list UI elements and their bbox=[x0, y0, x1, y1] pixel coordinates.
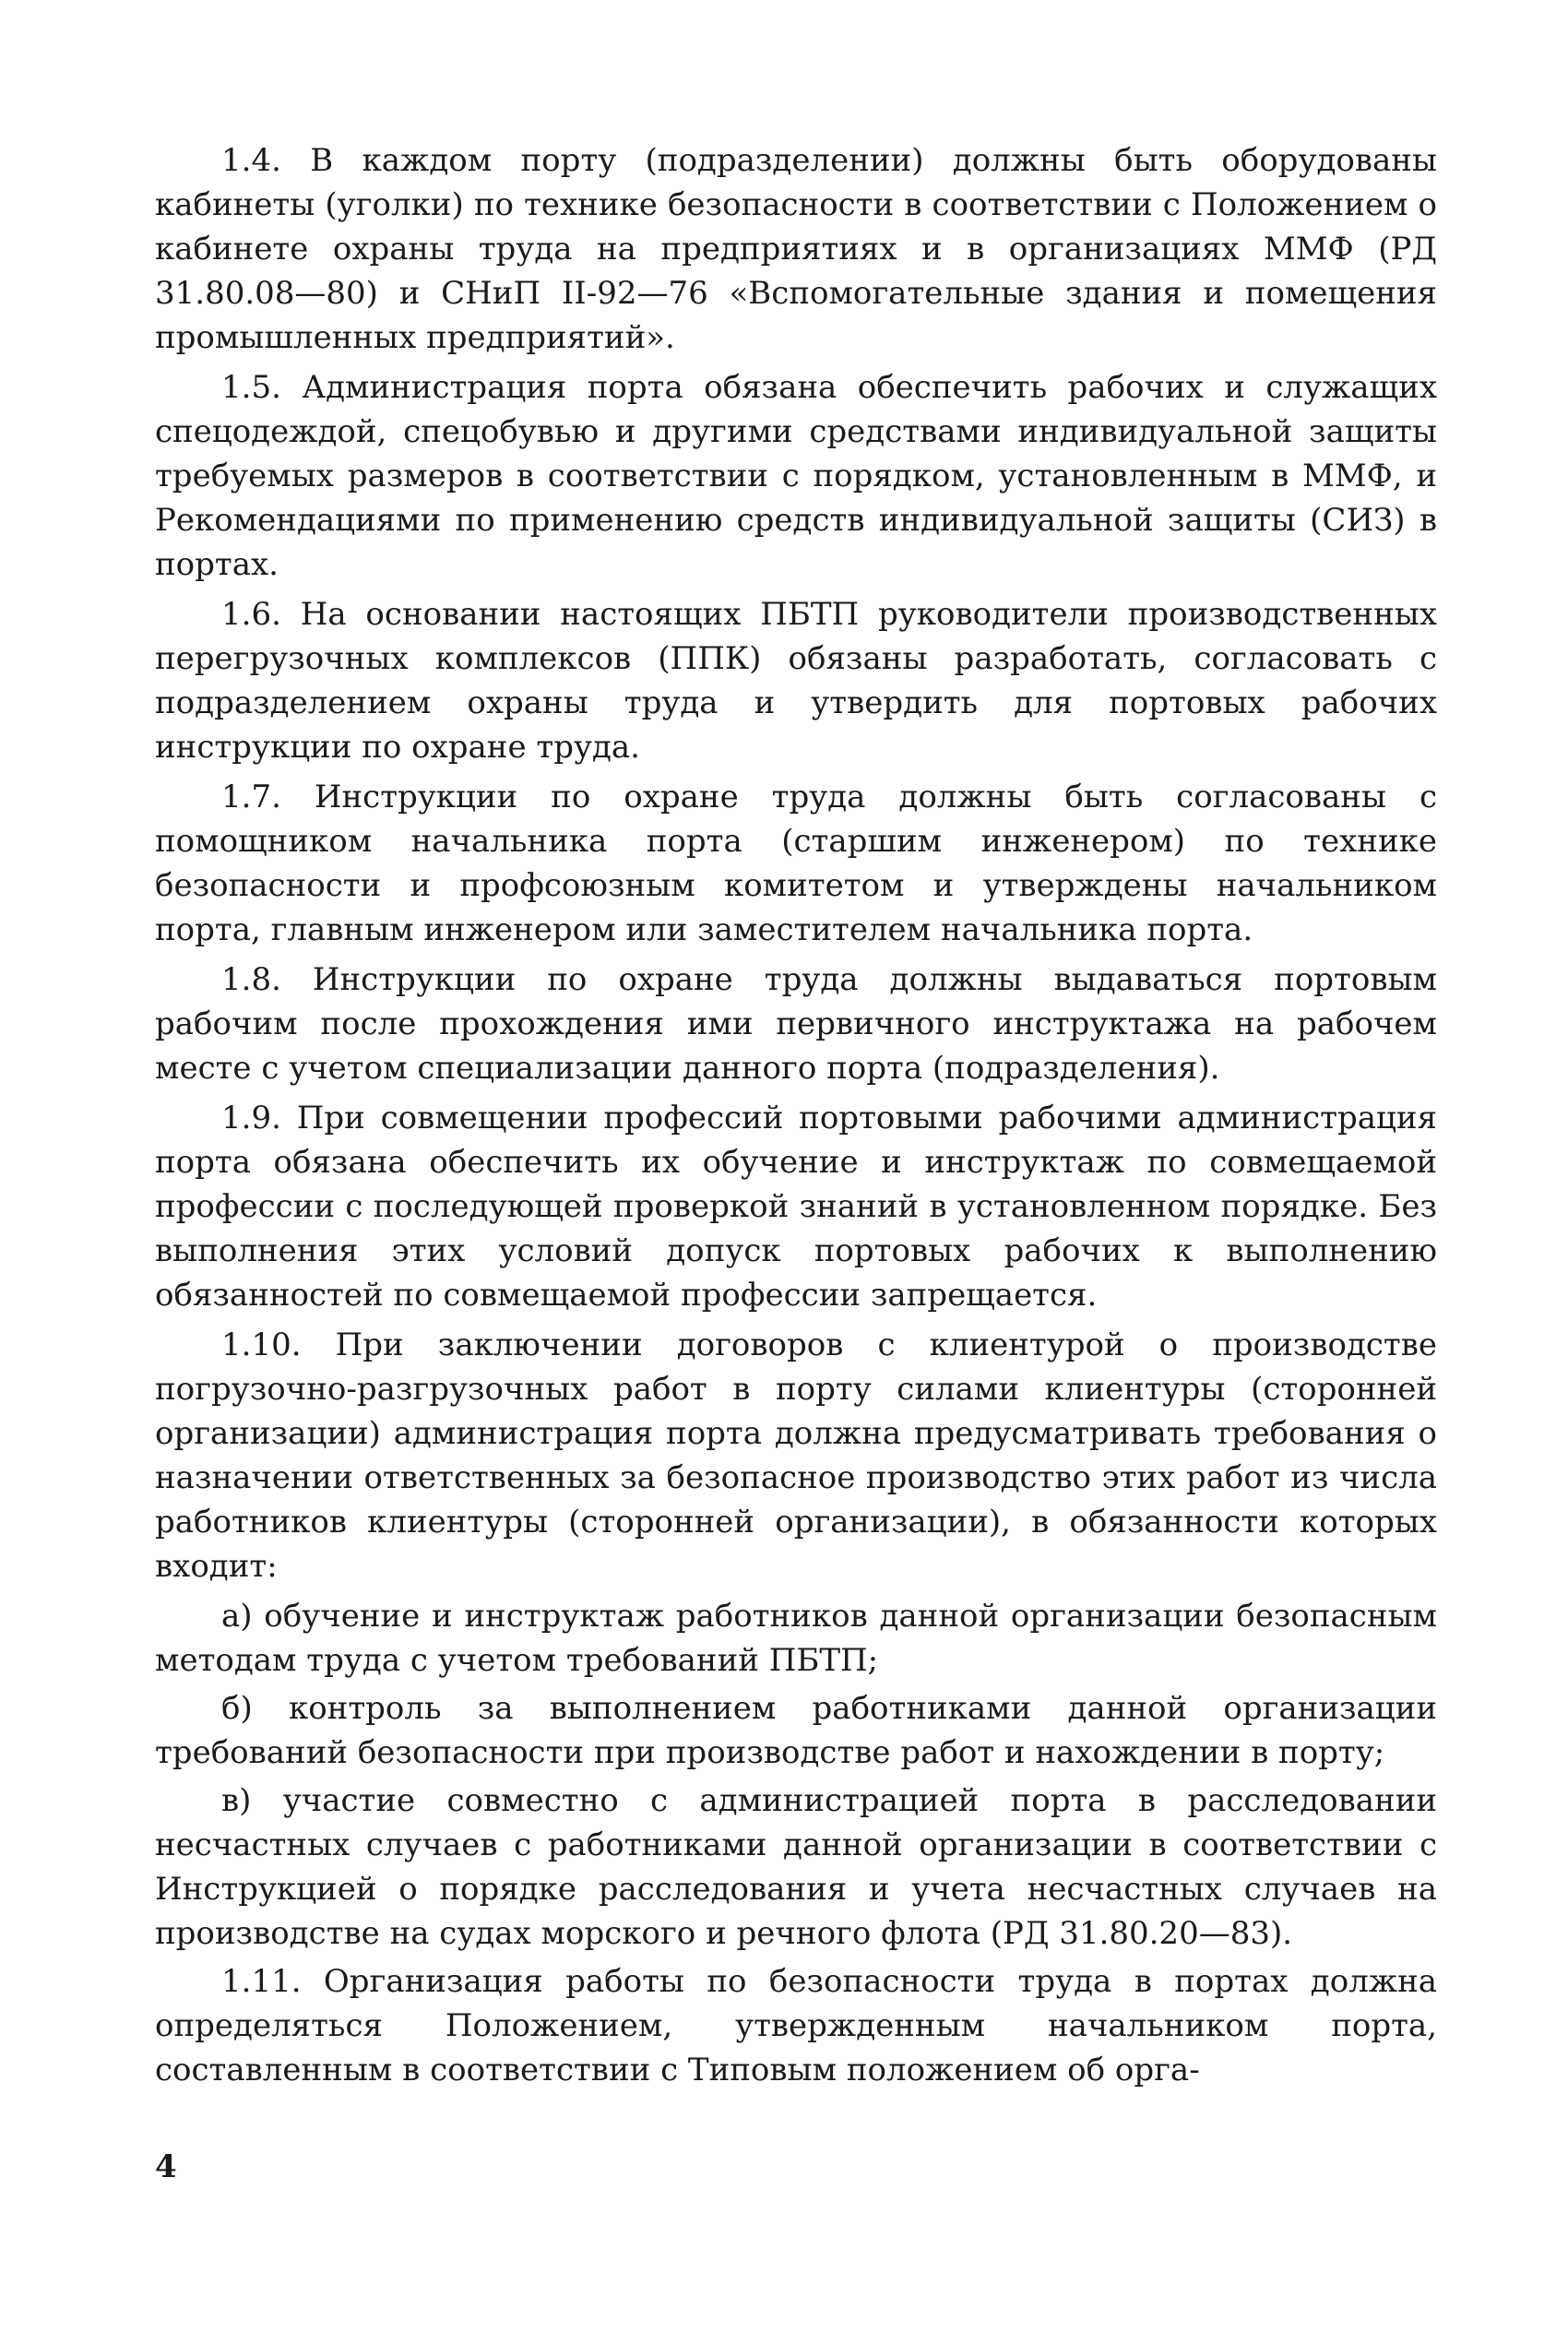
paragraph-text: Инструкции по охране труда должны выдаваться портовым рабочим после прохождения ими первичного инструктажа на рабочем месте с учетом специализации данного порта (подразделения). bbox=[155, 961, 1437, 1087]
paragraph-text: В каждом порту (подразделении) должны быть оборудованы кабинеты (уголки) по технике безопасности в соответствии с Положением о кабинете охраны труда на предприятиях и в организациях ММФ (РД 31.80.08—80) и СНиП II-92—76 «Вспомогательные здания и помещения промышленных предприятий». bbox=[155, 142, 1437, 356]
paragraph-1-7 bbox=[155, 775, 1437, 952]
paragraph-1-10 bbox=[155, 1323, 1437, 1588]
paragraph-1-4 bbox=[155, 138, 1437, 360]
subitem-v bbox=[155, 1779, 1437, 1956]
paragraph-number: 1.8. bbox=[221, 961, 281, 998]
paragraph-number: 1.5. bbox=[221, 369, 281, 406]
document-page bbox=[155, 138, 1437, 2098]
paragraph-number: 1.7. bbox=[221, 779, 281, 815]
subitem-letter: б) bbox=[221, 1690, 253, 1727]
paragraph-1-5 bbox=[155, 365, 1437, 587]
paragraph-number: 1.11. bbox=[221, 1963, 302, 2000]
paragraph-number: 1.10. bbox=[221, 1327, 302, 1363]
subitem-b bbox=[155, 1686, 1437, 1775]
paragraph-text: При заключении договоров с клиентурой о производстве погрузочно-разгрузочных работ в порту силами клиентуры (сторонней организации) администрация порта должна предусматривать требования о назначении ответственных за безопасное производство этих работ из числа работников клиентуры (сторонней организации), в обязанности которых входит: bbox=[155, 1327, 1438, 1585]
subitem-letter: а) bbox=[221, 1598, 253, 1635]
paragraph-text: Администрация порта обязана обеспечить рабочих и служащих спецодеждой, спецобувью и другими средствами индивидуальной защиты требуемых размеров в соответствии с порядком, установленным в ММФ, и Рекомендациями по применению средств индивидуальной защиты (СИЗ) в портах. bbox=[155, 369, 1437, 583]
page-number: 4 bbox=[155, 2148, 177, 2185]
paragraph-number: 1.6. bbox=[221, 596, 281, 633]
paragraph-text: При совмещении профессий портовыми рабочими администрация порта обязана обеспечить их обучение и инструктаж по совмещаемой профессии с последующей проверкой знаний в установленном порядке. Без выполнения этих условий допуск портовых рабочих к выполнению обязанностей по совмещаемой профессии запрещается. bbox=[155, 1100, 1437, 1314]
paragraph-1-8 bbox=[155, 958, 1437, 1090]
subitem-letter: в) bbox=[221, 1782, 252, 1819]
paragraph-text: На основании настоящих ПБТП руководители производственных перегрузочных комплексов (ППК) обязаны разработать, согласовать с подразделением охраны труда и утвердить для портовых рабочих инструкции по охране труда. bbox=[155, 596, 1437, 766]
paragraph-text: Организация работы по безопасности труда в портах должна определяться Положением, утвержденным начальником порта, составленным в соответствии с Типовым положением об орга- bbox=[155, 1963, 1437, 2088]
paragraph-1-11 bbox=[155, 1959, 1437, 2092]
paragraph-text: Инструкции по охране труда должны быть согласованы с помощником начальника порта (старшим инженером) по технике безопасности и профсоюзным комитетом и утверждены начальником порта, главным инженером или заместителем начальника порта. bbox=[155, 779, 1437, 948]
subitem-text: обучение и инструктаж работников данной организации безопасным методам труда с учетом требований ПБТП; bbox=[155, 1598, 1437, 1679]
paragraph-1-9 bbox=[155, 1096, 1437, 1317]
paragraph-number: 1.4. bbox=[221, 142, 281, 179]
subitem-text: участие совместно с администрацией порта в расследовании несчастных случаев с работниками данной организации в соответствии с Инструкцией о порядке расследования и учета несчастных случаев на производстве на судах морского и речного флота (РД 31.80.20—83). bbox=[155, 1782, 1437, 1952]
subitem-text: контроль за выполнением работниками данной организации требований безопасности при производстве работ и нахождении в порту; bbox=[155, 1690, 1437, 1771]
subitem-a bbox=[155, 1594, 1437, 1683]
paragraph-number: 1.9. bbox=[221, 1100, 281, 1136]
paragraph-1-6 bbox=[155, 592, 1437, 769]
